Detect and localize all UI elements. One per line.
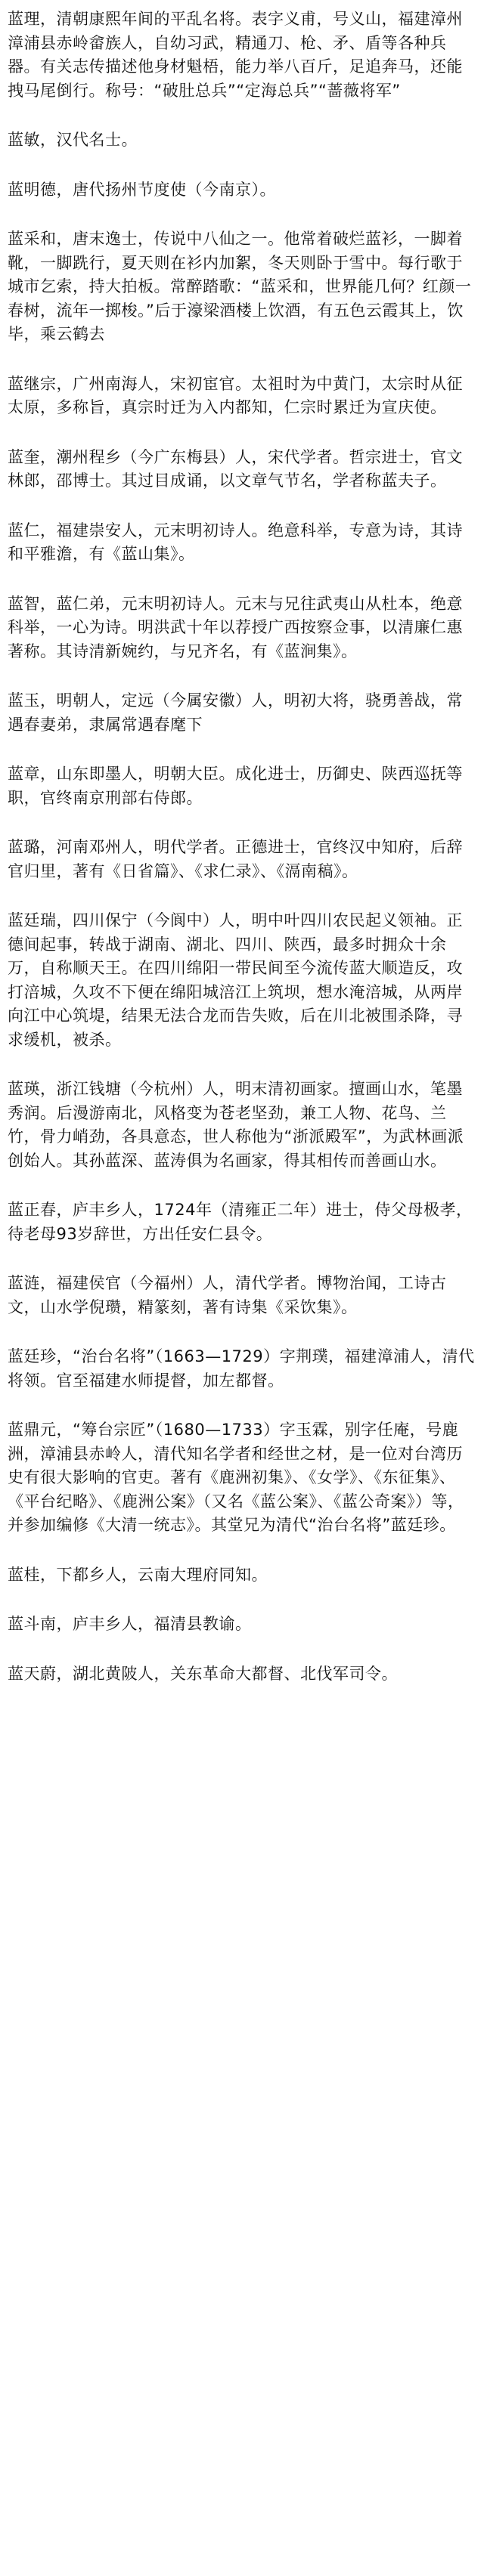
biography-entry: 蓝斗南，庐丰乡人，福清县教谕。 bbox=[8, 1615, 252, 1633]
biography-entry: 蓝正春，庐丰乡人，1724年（清雍正二年）进士，侍父母极孝，待老母93岁辞世，方出任安仁县令。 bbox=[8, 1201, 473, 1243]
biography-entry: 蓝天蔚，湖北黄陂人，关东革命大都督、北伐军司令。 bbox=[8, 1664, 398, 1683]
biography-entry: 蓝璐，河南邓州人，明代学者。正德进士，官终汉中知府，后辞官归里，著有《日省篇》、《求仁录》、《滆南稿》。 bbox=[8, 838, 463, 880]
biography-entry: 蓝继宗，广州南海人，宋初宦官。太祖时为中黄门，太宗时从征太原，多称旨，真宗时迁为入内都知，仁宗时累迁为宣庆使。 bbox=[8, 374, 463, 416]
biography-entry: 蓝桂，下都乡人，云南大理府同知。 bbox=[8, 1565, 268, 1584]
biography-entry: 蓝敏，汉代名士。 bbox=[8, 131, 138, 149]
biography-entry: 蓝廷珍，“治台名将”（1663—1729）字荆璞，福建漳浦人，清代将领。官至福建水师提督，加左都督。 bbox=[8, 1347, 475, 1390]
biography-entry: 蓝章，山东即墨人，明朝大臣。成化进士，历御史、陕西巡抚等职，官终南京刑部右侍郎。 bbox=[8, 765, 463, 807]
biography-entry: 蓝采和，唐末逸士，传说中八仙之一。他常着破烂蓝衫，一脚着靴，一脚跣行，夏天则在衫内加絮，冬天则卧于雪中。每行歌于城市乞索，持大拍板。常醉踏歌：“蓝采和，世界能几何？红颜一春树，流年一掷梭。”后于濠梁酒楼上饮酒，有五色云霞其上，饮毕，乘云鹤去 bbox=[8, 230, 472, 343]
biography-entry: 蓝廷瑞，四川保宁（今阆中）人，明中叶四川农民起义领袖。正德间起事，转战于湖南、湖北、四川、陕西，最多时拥众十余万，自称顺天王。在四川绵阳一带民间至今流传蓝大顺造反，攻打涪城，久攻不下便在绵阳城涪江上筑坝，想水淹涪城，从两岸向江中心筑堤，结果无法合龙而告失败，后在川北被围杀降，寻求缓机，被杀。 bbox=[8, 911, 463, 1049]
biography-entry: 蓝鼎元，“筹台宗匠”（1680—1733）字玉霖，别字任庵，号鹿洲，漳浦县赤岭人，清代知名学者和经世之材，是一位对台湾历史有很大影响的官吏。著有《鹿洲初集》、《女学》、《东征集》、《平台纪略》、《鹿洲公案》（又名《蓝公案》、《蓝公奇案》）等，并参加编修《大清一统志》。其堂兄为清代“治台名将”蓝廷珍。 bbox=[8, 1421, 464, 1534]
biography-entry: 蓝奎，潮州程乡（今广东梅县）人，宋代学者。哲宗进士，官文林郎，邵博士。其过目成诵，以文章气节名，学者称蓝夫子。 bbox=[8, 447, 463, 490]
biography-entry: 蓝智，蓝仁弟，元末明初诗人。元末与兄往武夷山从杜本，绝意科举，一心为诗。明洪武十年以荐授广西按察佥事，以清廉仁惠著称。其诗清新婉约，与兄齐名，有《蓝涧集》。 bbox=[8, 594, 463, 660]
biography-entry: 蓝瑛，浙江钱塘（今杭州）人，明末清初画家。擅画山水，笔墨秀润。后漫游南北，风格变为苍老坚劲，兼工人物、花鸟、兰竹，骨力峭劲，各具意态，世人称他为“浙派殿军”，为武林画派创始人。其孙蓝深、蓝涛俱为名画家，得其相传而善画山水。 bbox=[8, 1080, 464, 1170]
biography-entry: 蓝理，清朝康熙年间的平乱名将。表字义甫，号义山，福建漳州漳浦县赤岭畲族人，自幼习武，精通刀、枪、矛、盾等各种兵器。有关志传描述他身材魁梧，能力举八百斤，足追奔马，还能拽马尾倒行。称号：“破肚总兵”“定海总兵”“蔷薇将军” bbox=[8, 10, 463, 100]
biography-entry: 蓝玉，明朝人，定远（今属安徽）人，明初大将，骁勇善战，常遇春妻弟，隶属常遇春麾下 bbox=[8, 691, 463, 734]
biography-entry: 蓝涟，福建侯官（今福州）人，清代学者。博物治闻，工诗古文，山水学倪瓒，精篆刻，著有诗集《采饮集》。 bbox=[8, 1274, 447, 1316]
biography-entry: 蓝仁，福建崇安人，元末明初诗人。绝意科举，专意为诗，其诗和平雅澹，有《蓝山集》。 bbox=[8, 521, 463, 563]
biography-entry: 蓝明德，唐代扬州节度使（今南京）。 bbox=[8, 180, 276, 199]
